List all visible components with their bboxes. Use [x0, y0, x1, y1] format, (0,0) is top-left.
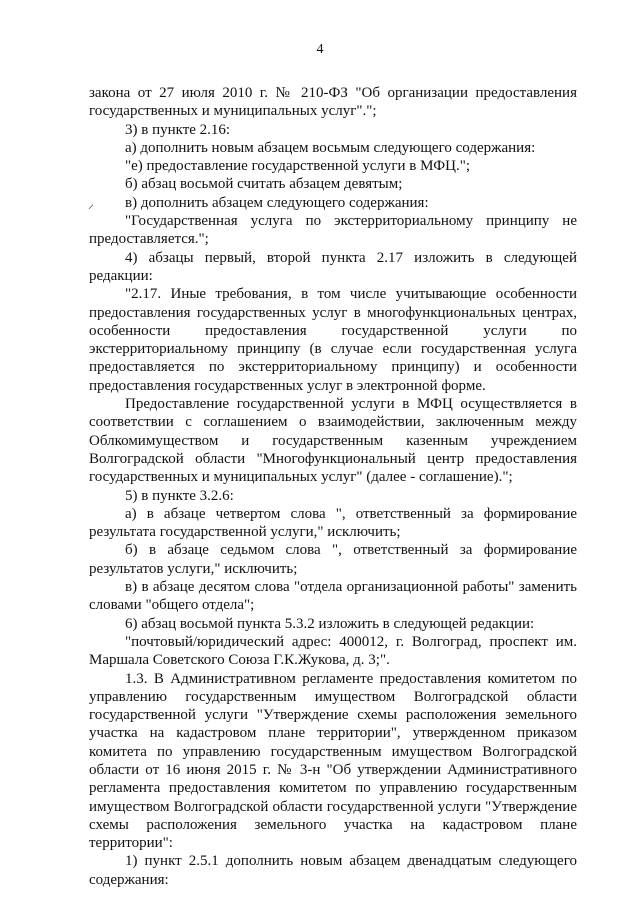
handwritten-checkmark: ​⸝ [88, 197, 95, 211]
paragraph: Предоставление государственной услуги в МФЦ осуществляется в соответствии с соглашением о взаимодействии, заключенным между Облкомимуществом и государственным казенным учреждением Волгоградской области "Многофункциональный центр предоставления государственных и муниципальных услуг" (далее - соглашение)."; [89, 396, 577, 486]
paragraph: 1.3. В Административном регламенте предоставления комитетом по управлению государственным имуществом Волгоградской области государственной услуги "Утверждение схемы расположения земельного участка на кадастровом плане территории", утвержденном приказом комитета по управлению государственным имуществом Волгоградской области от 16 июня 2015 г. № 3-н "Об утверждении Административного регламента предоставления комитетом по управлению государственным имуществом Волгоградской области государственной услуги "Утверждение схемы расположения земельного участка на кадастровом плане территории": [89, 670, 577, 852]
paragraph: в) дополнить абзацем следующего содержания: [125, 194, 429, 211]
paragraph: "почтовый/юридический адрес: 400012, г. Волгоград, проспект им. Маршала Советского Союза Г.К.Жукова, д. 3;". [89, 633, 577, 669]
paragraph: 3) в пункте 2.16: [125, 121, 231, 138]
page-number: 4 [316, 42, 324, 57]
paragraph: закона от 27 июля 2010 г. № 210-ФЗ "Об организации предоставления государственных и муниципальных услуг"."; [89, 85, 577, 120]
paragraph: 5) в пункте 3.2.6: [125, 487, 234, 504]
paragraph: 4) абзацы первый, второй пункта 2.17 изложить в следующей редакции: [89, 249, 577, 284]
paragraph: б) абзац восьмой считать абзацем девятым; [125, 176, 403, 193]
paragraph: "Государственная услуга по экстерриториальному принципу не предоставляется."; [89, 213, 577, 248]
paragraph: в) в абзаце десятом слова "отдела организационной работы" заменить словами "общего отдела"; [89, 579, 577, 614]
paragraph: б) в абзаце седьмом слова ", ответственный за формирование результатов услуги," исключить; [89, 542, 577, 577]
paragraph: "е) предоставление государственной услуги в МФЦ."; [125, 158, 470, 175]
paragraph: 1) пункт 2.5.1 дополнить новым абзацем двенадцатым следующего содержания: [89, 853, 577, 888]
document-body [89, 84, 577, 889]
paragraph: 6) абзац восьмой пункта 5.3.2 изложить в следующей редакции: [125, 615, 535, 632]
paragraph: а) дополнить новым абзацем восьмым следующего содержания: [125, 139, 536, 156]
paragraph: а) в абзаце четвертом слова ", ответственный за формирование результата государственной услуги," исключить; [89, 505, 577, 541]
paragraph: "2.17. Иные требования, в том числе учитывающие особенности предоставления государственных услуг в многофункциональных центрах, особенности предоставления государственной услуги по экстерриториальному принципу (в случае если государственная услуга предоставляется по экстерриториальному принципу) и особенности предоставления государственных услуг в электронной форме. [89, 286, 577, 394]
